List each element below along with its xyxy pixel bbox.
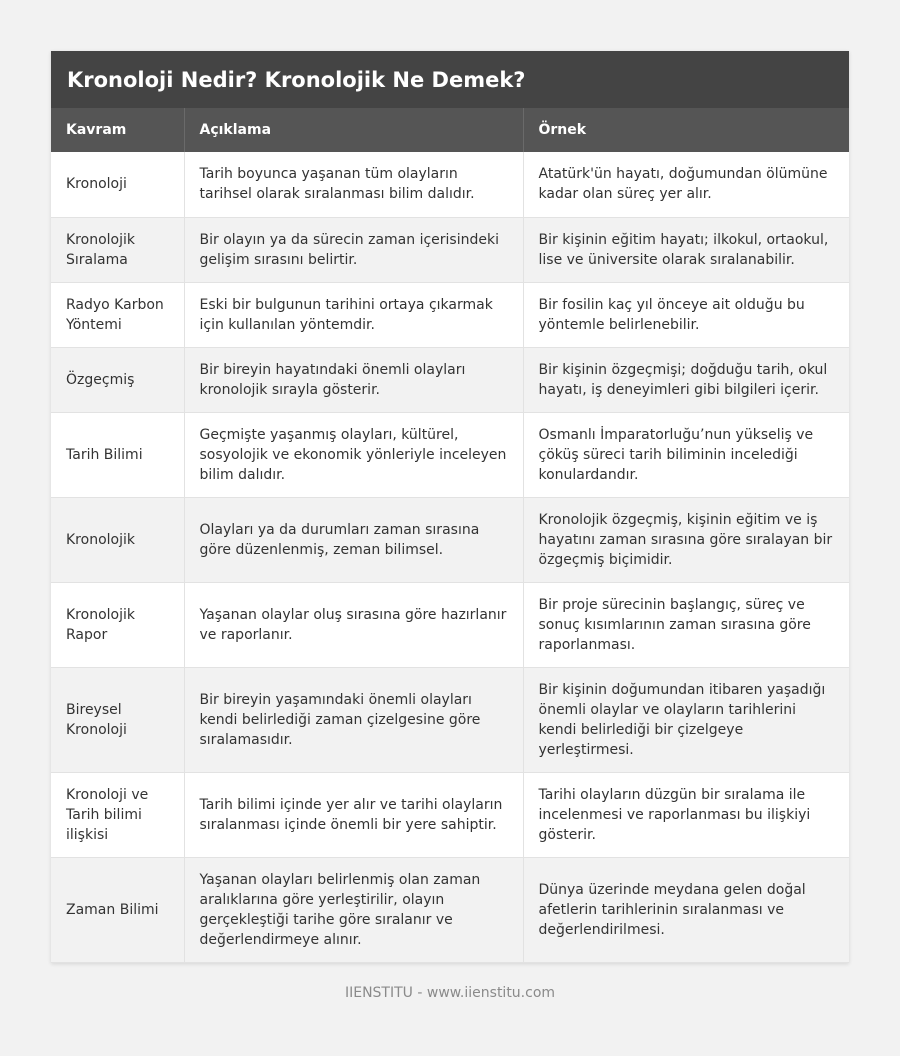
page-title: Kronoloji Nedir? Kronolojik Ne Demek?: [67, 67, 526, 92]
cell-aciklama: Tarih bilimi içinde yer alır ve tarihi olayların sıralanması içinde önemli bir yere sahiptir.: [184, 772, 523, 857]
cell-kavram: Kronolojik Rapor: [51, 582, 184, 667]
column-header-aciklama: Açıklama: [184, 108, 523, 152]
cell-ornek: Dünya üzerinde meydana gelen doğal afetlerin tarihlerinin sıralanması ve değerlendirilmesi.: [523, 857, 849, 962]
cell-ornek: Bir fosilin kaç yıl önceye ait olduğu bu yöntemle belirlenebilir.: [523, 282, 849, 347]
cell-kavram: Bireysel Kronoloji: [51, 667, 184, 772]
table-row: [51, 667, 849, 772]
cell-ornek: Bir kişinin özgeçmişi; doğduğu tarih, okul hayatı, iş deneyimleri gibi bilgileri içerir.: [523, 347, 849, 412]
table-row: [51, 772, 849, 857]
column-header-kavram: Kavram: [51, 108, 184, 152]
cell-aciklama: Yaşanan olaylar oluş sırasına göre hazırlanır ve raporlanır.: [184, 582, 523, 667]
cell-aciklama: Geçmişte yaşanmış olayları, kültürel, sosyolojik ve ekonomik yönleriyle inceleyen bilim dalıdır.: [184, 412, 523, 497]
cell-aciklama: Olayları ya da durumları zaman sırasına göre düzenlenmiş, zeman bilimsel.: [184, 497, 523, 582]
cell-kavram: Kronolojik: [51, 497, 184, 582]
cell-ornek: Tarihi olayların düzgün bir sıralama ile incelenmesi ve raporlanması bu ilişkiyi gösterir.: [523, 772, 849, 857]
table-row: [51, 857, 849, 962]
cell-aciklama: Bir bireyin yaşamındaki önemli olayları kendi belirlediği zaman çizelgesine göre sıralamasıdır.: [184, 667, 523, 772]
cell-ornek: Osmanlı İmparatorluğu’nun yükseliş ve çöküş süreci tarih biliminin incelediği konulardandır.: [523, 412, 849, 497]
cell-ornek: Kronolojik özgeçmiş, kişinin eğitim ve iş hayatını zaman sırasına göre sıralayan bir özgeçmiş biçimidir.: [523, 497, 849, 582]
table-row: [51, 217, 849, 282]
content-card: [51, 51, 849, 963]
cell-aciklama: Bir olayın ya da sürecin zaman içerisindeki gelişim sırasını belirtir.: [184, 217, 523, 282]
cell-kavram: Radyo Karbon Yöntemi: [51, 282, 184, 347]
concept-table: [51, 108, 849, 963]
cell-ornek: Bir proje sürecinin başlangıç, süreç ve sonuç kısımlarının zaman sırasına göre raporlanması.: [523, 582, 849, 667]
table-body: [51, 152, 849, 962]
cell-aciklama: Bir bireyin hayatındaki önemli olayları kronolojik sırayla gösterir.: [184, 347, 523, 412]
title-bar: [51, 51, 849, 108]
table-row: [51, 497, 849, 582]
cell-ornek: Bir kişinin doğumundan itibaren yaşadığı önemli olaylar ve olayların tarihlerini kendi belirlediği bir çizelgeye yerleştirmesi.: [523, 667, 849, 772]
cell-kavram: Kronoloji: [51, 152, 184, 217]
cell-aciklama: Tarih boyunca yaşanan tüm olayların tarihsel olarak sıralanması bilim dalıdır.: [184, 152, 523, 217]
column-header-ornek: Örnek: [523, 108, 849, 152]
table-row: [51, 152, 849, 217]
table-row: [51, 282, 849, 347]
cell-ornek: Atatürk'ün hayatı, doğumundan ölümüne kadar olan süreç yer alır.: [523, 152, 849, 217]
cell-aciklama: Eski bir bulgunun tarihini ortaya çıkarmak için kullanılan yöntemdir.: [184, 282, 523, 347]
cell-aciklama: Yaşanan olayları belirlenmiş olan zaman aralıklarına göre yerleştirilir, olayın gerçekleştiği tarihe göre sıralanır ve değerlendirmeye alınır.: [184, 857, 523, 962]
table-row: [51, 582, 849, 667]
cell-ornek: Bir kişinin eğitim hayatı; ilkokul, ortaokul, lise ve üniversite olarak sıralanabilir.: [523, 217, 849, 282]
table-row: [51, 412, 849, 497]
cell-kavram: Tarih Bilimi: [51, 412, 184, 497]
cell-kavram: Zaman Bilimi: [51, 857, 184, 962]
cell-kavram: Kronoloji ve Tarih bilimi ilişkisi: [51, 772, 184, 857]
table-header-row: [51, 108, 849, 152]
cell-kavram: Kronolojik Sıralama: [51, 217, 184, 282]
cell-kavram: Özgeçmiş: [51, 347, 184, 412]
table-row: [51, 347, 849, 412]
footer-text: IIENSTITU - www.iienstitu.com: [344, 985, 556, 1001]
